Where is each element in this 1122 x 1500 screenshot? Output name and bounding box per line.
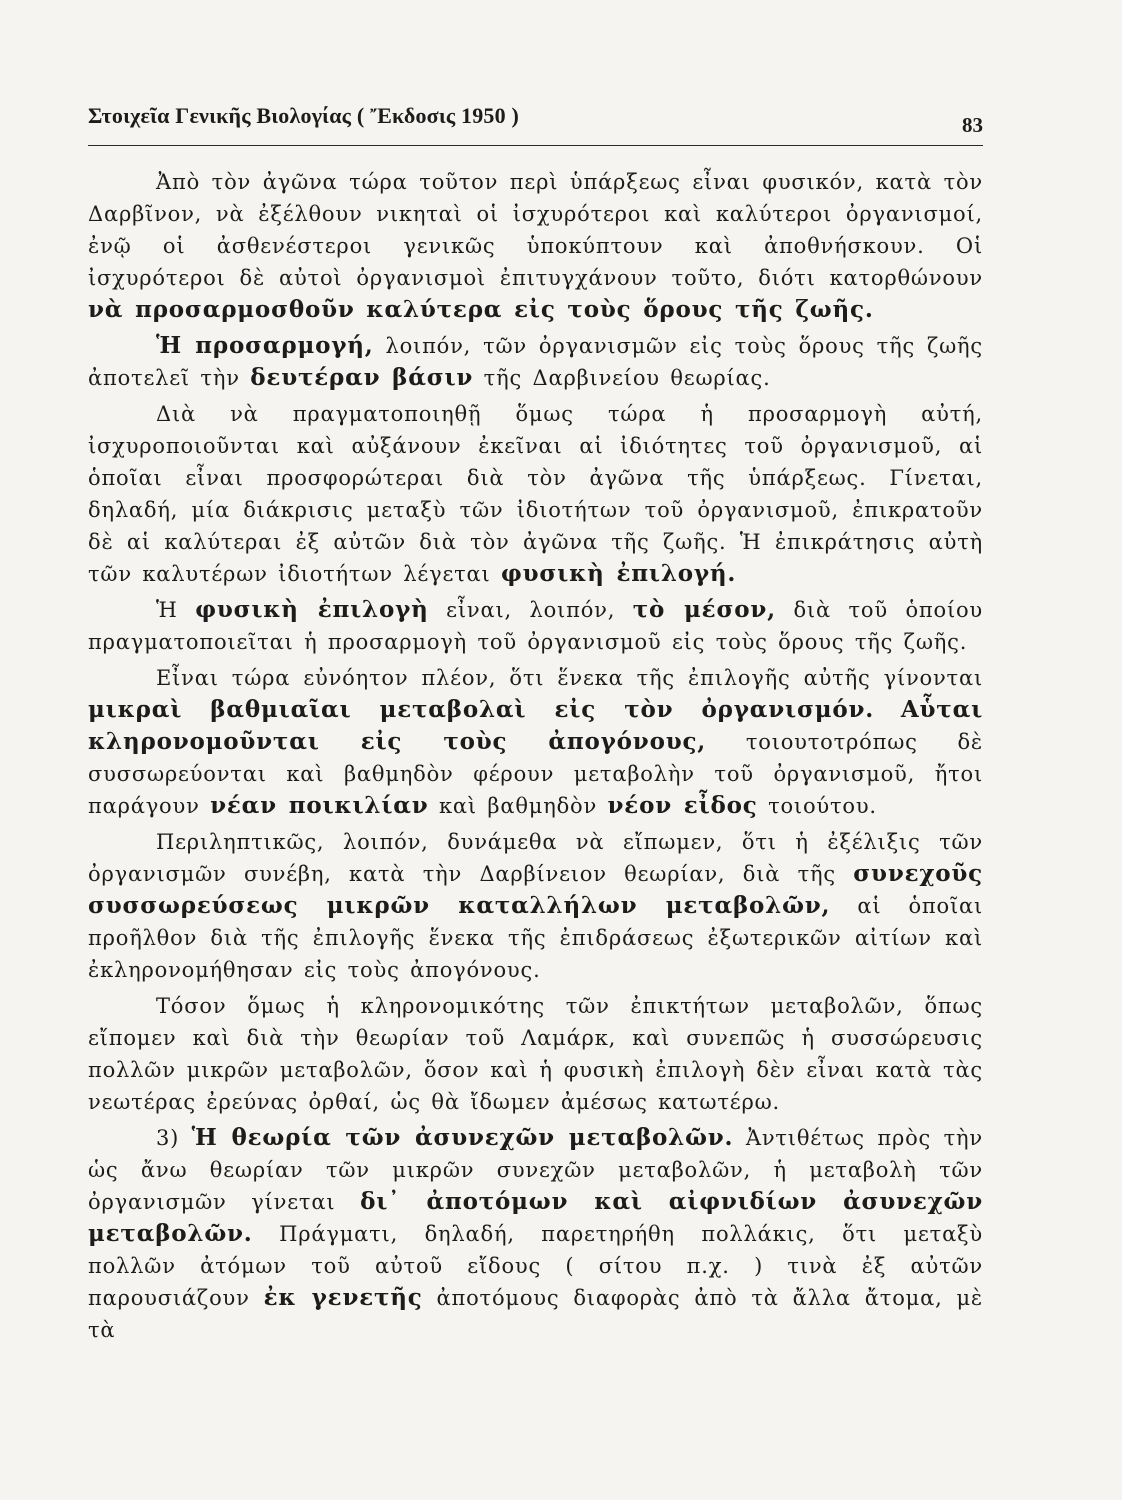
- text-run: καὶ βαθμηδὸν: [428, 794, 608, 818]
- text-run: Πράγματι, δηλαδή, παρετηρήθη πολλάκις, ὅτι μεταξὺ πολλῶν ἀτόμων τοῦ αὐτοῦ εἴδους ( σίτου π.χ. ) τινὰ ἐξ αὐτῶν παρουσιάζουν: [88, 1222, 983, 1310]
- text-run: τοιούτου.: [757, 794, 877, 818]
- running-header: [88, 103, 983, 145]
- text-run: τοιουτοτρόπως δὲ συσσωρεύονται καὶ βαθμηδὸν φέρουν μεταβολὴν τοῦ ὀργανισμοῦ, ἤτοι παράγουν: [88, 730, 983, 818]
- paragraph: [88, 1122, 983, 1346]
- bold-term: ἐκ γενετῆς: [263, 1284, 423, 1311]
- text-run: λοιπόν, τῶν ὀργανισμῶν εἰς τοὺς ὅρους τῆς ζωῆς ἀποτελεῖ τὴν: [88, 334, 983, 390]
- bold-term: νέον εἶδος: [607, 792, 758, 819]
- text-run: τῆς Δαρβινείου θεωρίας.: [473, 366, 771, 390]
- running-header-title: Στοιχεῖα Γενικῆς Βιολογίας ( Ἔκδοσις 1950 ): [88, 103, 520, 128]
- text-run: [874, 698, 901, 722]
- bold-term: μικραὶ βαθμιαῖαι μεταβολαὶ εἰς τὸν ὀργανισμόν.: [88, 696, 875, 723]
- text-run: 3): [156, 1126, 192, 1150]
- paragraph: [88, 166, 983, 326]
- bold-term: Αὗται κληρονομοῦνται εἰς τοὺς ἀπογόνους,: [88, 696, 983, 755]
- bold-term: δευτέραν βάσιν: [250, 364, 474, 391]
- paragraph: [88, 990, 983, 1118]
- text-run: αἱ ὁποῖαι προῆλθον διὰ τῆς ἐπιλογῆς ἕνεκα τῆς ἐπιδράσεως ἐξωτερικῶν αἰτίων καὶ ἐκληρονομήθησαν εἰς τοὺς ἀπογόνους.: [88, 894, 983, 982]
- text-run: Ἀπὸ τὸν ἀγῶνα τώρα τοῦτον περὶ ὑπάρξεως εἶναι φυσικόν, κατὰ τὸν Δαρβῖνον, νὰ ἐξέλθουν νικηταὶ οἱ ἰσχυρότεροι καὶ καλύτεροι ὀργανισμοί, ἐνῷ οἱ ἀσθενέστεροι γενικῶς ὑποκύπτουν καὶ ἀποθνήσκουν. Οἱ ἰσχυρότεροι δὲ αὐτοὶ ὀργανισμοὶ ἐπιτυγχάνουν τοῦτο, διότι κατορθώνουν: [88, 170, 983, 290]
- bold-term: φυσικὴ ἐπιλογὴ: [195, 596, 429, 623]
- bold-term: τὸ μέσον,: [632, 596, 776, 623]
- body-text: [88, 166, 983, 1350]
- bold-term: Ἡ προσαρμογή,: [156, 332, 374, 359]
- text-run: ἀποτόμους διαφορὰς ἀπὸ τὰ ἄλλα ἄτομα, μὲ τὰ: [88, 1286, 983, 1342]
- text-run: Περιληπτικῶς, λοιπόν, δυνάμεθα νὰ εἴπωμεν, ὅτι ἡ ἐξέλιξις τῶν ὀργανισμῶν συνέβη, κατὰ τὴν Δαρβίνειον θεωρίαν, διὰ τῆς: [88, 830, 983, 886]
- bold-term: δι᾽ ἀποτόμων καὶ αἰφνιδίων ἀσυνεχῶν μεταβολῶν.: [88, 1188, 984, 1247]
- bold-term: Ἡ θεωρία τῶν ἀσυνεχῶν μεταβολῶν.: [191, 1124, 734, 1151]
- text-run: εἶναι, λοιπόν,: [428, 598, 633, 622]
- bold-term: νέαν ποικιλίαν: [210, 792, 429, 819]
- bold-term: φυσικὴ ἐπιλογή.: [501, 560, 737, 587]
- text-run: Ἡ: [156, 598, 196, 622]
- bold-term: συνεχοῦς συσσωρεύσεως μικρῶν καταλλήλων μεταβολῶν,: [88, 860, 983, 919]
- bold-term: νὰ προσαρμοσθοῦν καλύτερα εἰς τοὺς ὅρους τῆς ζωῆς.: [88, 296, 874, 323]
- paragraph: [88, 594, 983, 658]
- text-run: Εἶναι τώρα εὐνόητον πλέον, ὅτι ἕνεκα τῆς ἐπιλογῆς αὐτῆς γίνονται: [156, 666, 983, 690]
- page-number: 83: [962, 113, 983, 137]
- paragraph: [88, 662, 983, 822]
- text-run: διὰ τοῦ ὁποίου πραγματοποιεῖται ἡ προσαρμογὴ τοῦ ὀργανισμοῦ εἰς τοὺς ὅρους τῆς ζωῆς.: [88, 598, 983, 654]
- text-run: Διὰ νὰ πραγματοποιηθῇ ὅμως τώρα ἡ προσαρμογὴ αὐτή, ἰσχυροποιοῦνται καὶ αὐξάνουν ἐκεῖναι αἱ ἰδιότητες τοῦ ὀργανισμοῦ, αἱ ὁποῖαι εἶναι προσφορώτεραι διὰ τὸν ἀγῶνα τῆς ὑπάρξεως. Γίνεται, δηλαδή, μία διάκρισις μεταξὺ τῶν ἰδιοτήτων τοῦ ὀργανισμοῦ, ἐπικρατοῦν δὲ αἱ καλύτεραι ἐξ αὐτῶν διὰ τὸν ἀγῶνα τῆς ζωῆς. Ἡ ἐπικράτησις αὐτὴ τῶν καλυτέρων ἰδιοτήτων λέγεται: [88, 402, 983, 586]
- text-run: Ἀντιθέτως πρὸς τὴν ὡς ἄνω θεωρίαν τῶν μικρῶν συνεχῶν μεταβολῶν, ἡ μεταβολὴ τῶν ὀργανισμῶν γίνεται: [88, 1126, 983, 1214]
- paragraph: [88, 826, 983, 986]
- text-run: Τόσον ὅμως ἡ κληρονομικότης τῶν ἐπικτήτων μεταβολῶν, ὅπως εἴπομεν καὶ διὰ τὴν θεωρίαν τοῦ Λαμάρκ, καὶ συνεπῶς ἡ συσσώρευσις πολλῶν μικρῶν μεταβολῶν, ὅσον καὶ ἡ φυσικὴ ἐπιλογὴ δὲν εἶναι κατὰ τὰς νεωτέρας ἐρεύνας ὀρθαί, ὡς θὰ ἴδωμεν ἀμέσως κατωτέρω.: [88, 994, 983, 1114]
- paragraph: [88, 330, 983, 394]
- header-rule: [88, 145, 983, 146]
- paragraph: [88, 398, 983, 590]
